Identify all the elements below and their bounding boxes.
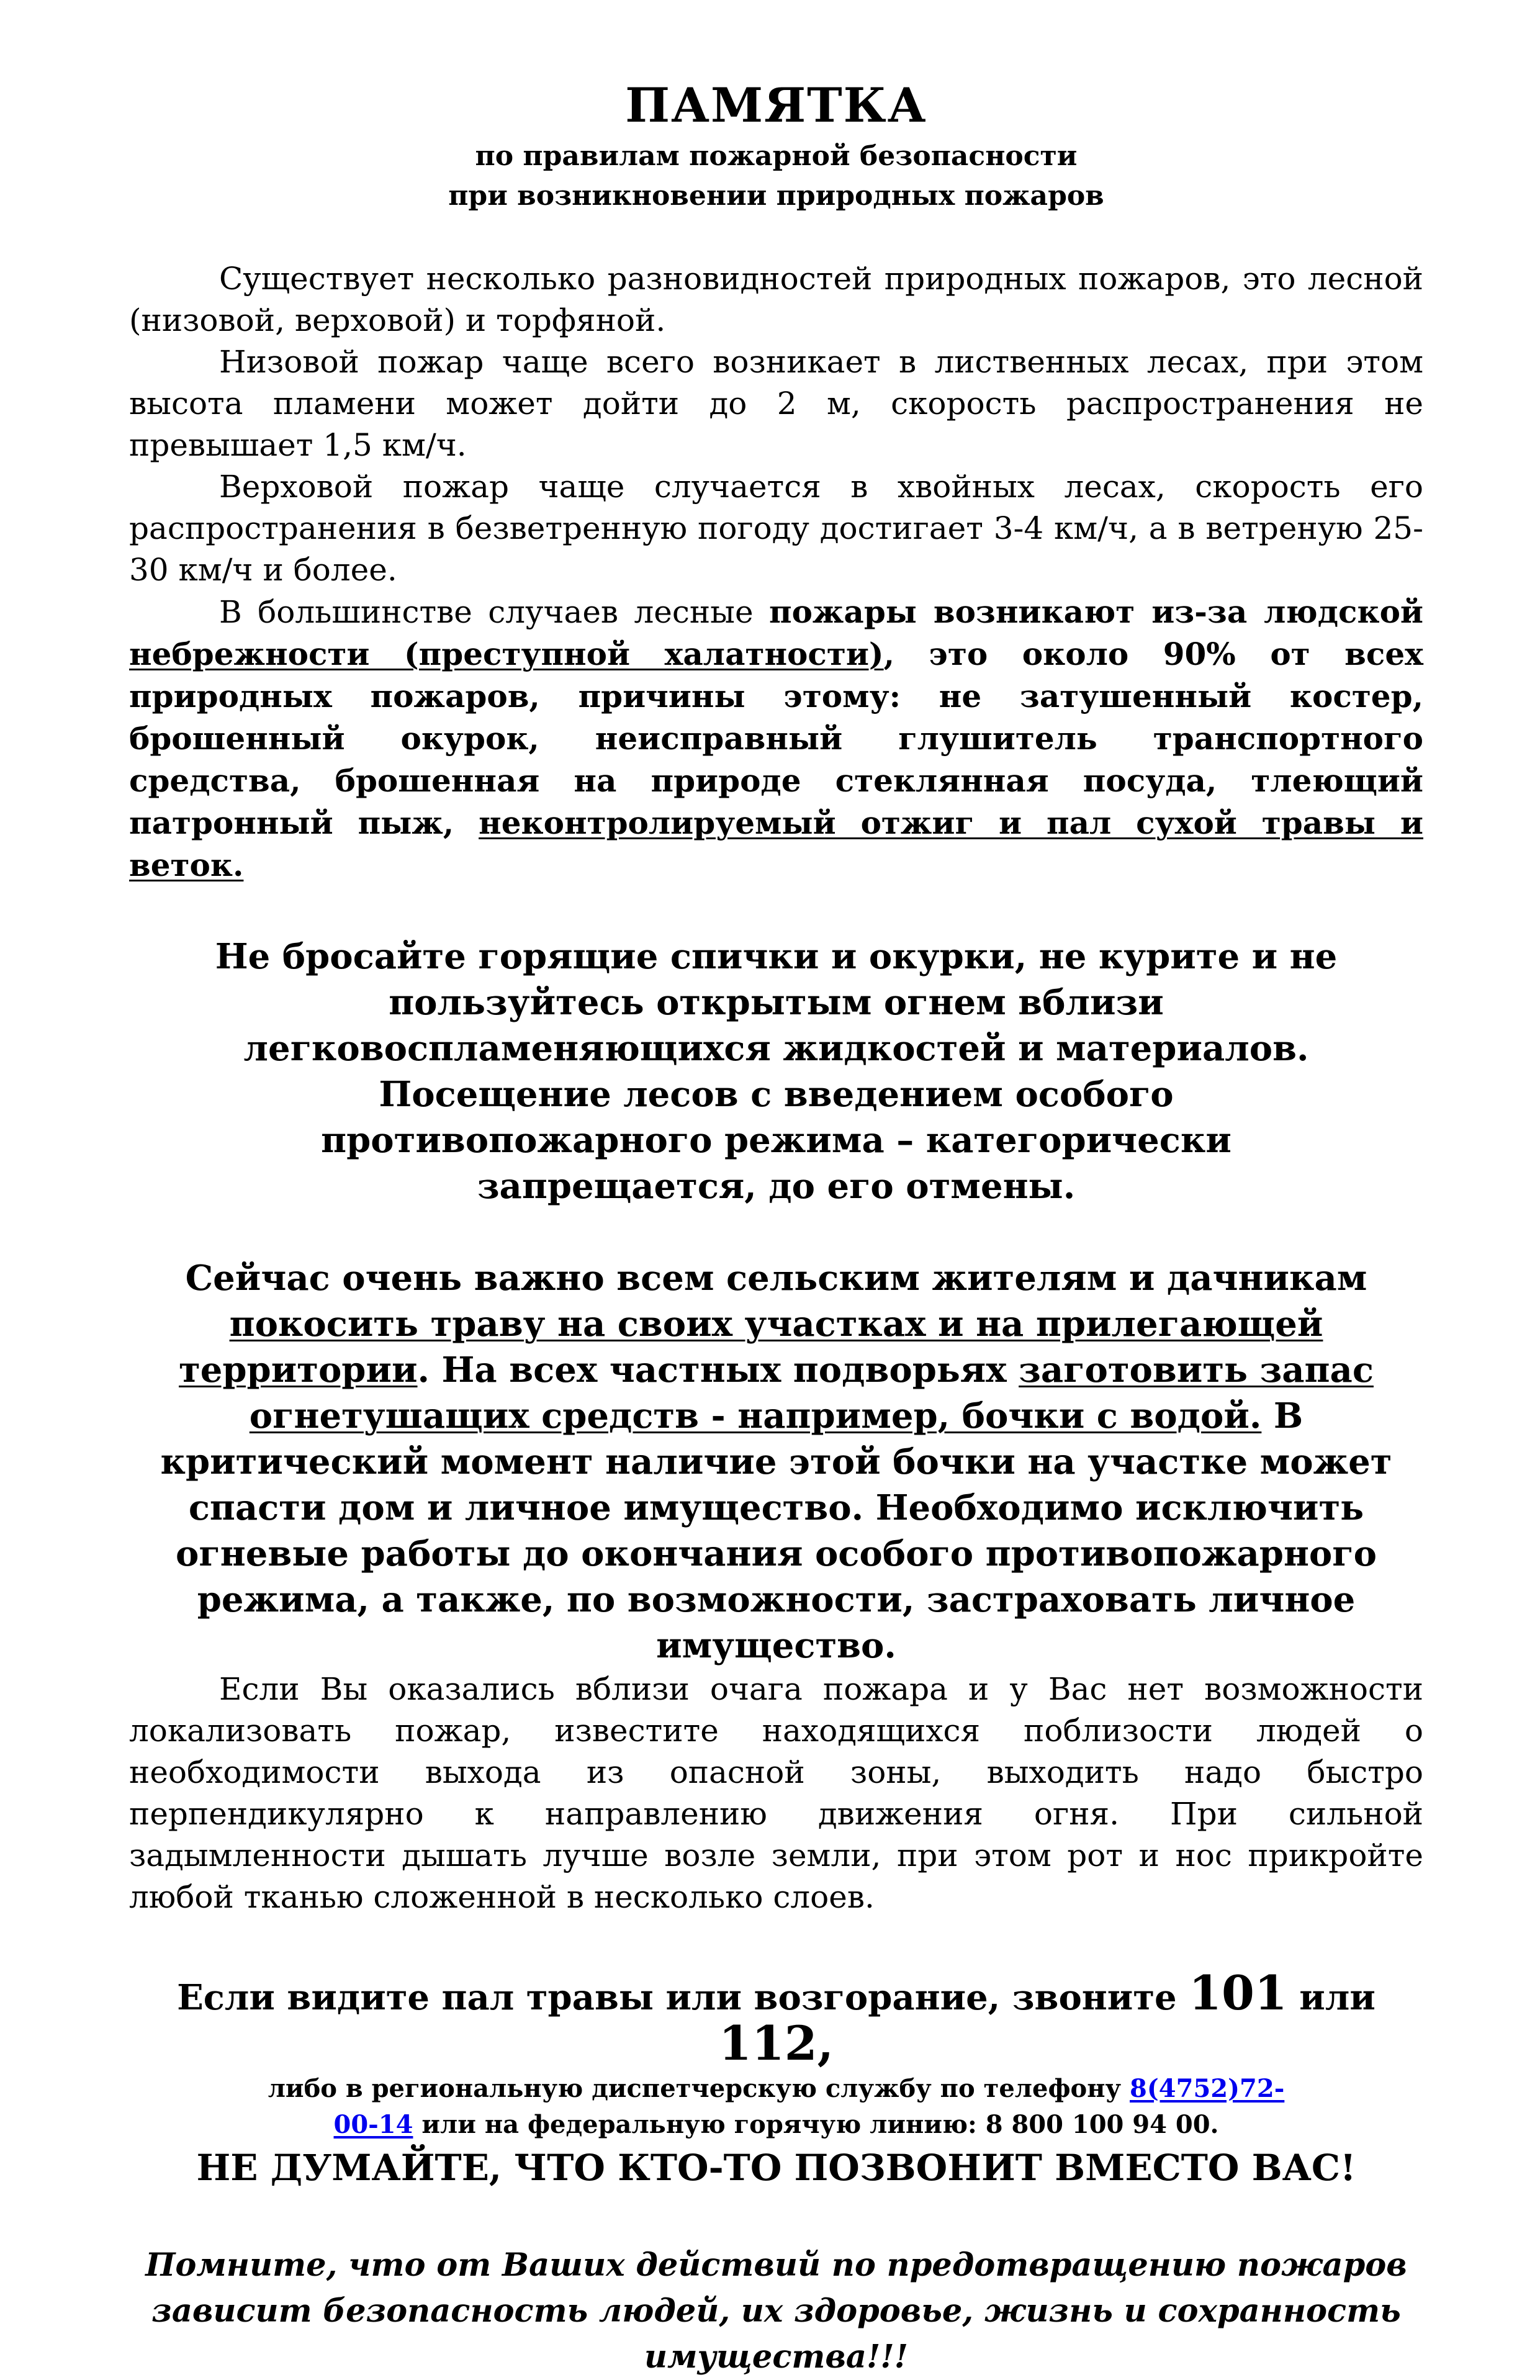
page-title: ПАМЯТКА	[625, 78, 927, 133]
emergency-number-101: 101	[1189, 1965, 1287, 2021]
causes-text-start: В большинстве случаев лесные	[219, 594, 769, 630]
causes-list-text: , это около 90% от всех природных пожаров, причины этому: не затушенный костер, брошенный окурок, неисправный глушитель транспортного средства, брошенная на природе стеклянная посуда, тлеющий патронный пыж,	[129, 636, 1423, 841]
causes-burning-underlined: неконтролируемый отжиг и пал сухой травы и веток.	[129, 805, 1423, 883]
dispatch-phone-link[interactable]: 8(4752)72-00-14	[333, 2074, 1285, 2139]
document-page	[129, 74, 1423, 2380]
causes-negligence-underlined: небрежности (преступной халатности)	[129, 636, 884, 672]
call-dispatch-line	[129, 2071, 1423, 2143]
intro-paragraph-types: Существует несколько разновидностей природных пожаров, это лесной (низовой, верховой) и торфяной.	[129, 261, 1423, 338]
warning-forest-ban: Посещение лесов с введением особого противопожарного режима – категорически запрещается, до его отмены.	[321, 1074, 1232, 1207]
intro-paragraph-causes	[129, 591, 1423, 886]
closing-reminder: Помните, что от Ваших действий по предотвращению пожаров зависит безопасность людей, их здоровье, жизнь и сохранность имущества!!!	[145, 2247, 1407, 2376]
page-subtitle-line1: по правилам пожарной безопасности	[475, 140, 1078, 172]
dispatch-text: либо в региональную диспетчерскую службу по телефону	[268, 2074, 1130, 2103]
causes-bold-text: пожары возникают из-за людской	[768, 593, 1424, 630]
warning-no-matches: Не бросайте горящие спички и окурки, не курите и не пользуйтесь открытым огнем вблизи легковоспламеняющихся жидкостей и материалов.	[215, 936, 1338, 1069]
page-subtitle-line2: при возникновении природных пожаров	[448, 180, 1104, 212]
call-or-text: или	[1287, 1977, 1376, 2018]
advice-text-middle: . На всех частных подворьях	[417, 1350, 1019, 1391]
call-text: Если видите пал травы или возгорание, звоните	[177, 1977, 1189, 2018]
intro-paragraph-crown-fire: Верховой пожар чаще случается в хвойных лесах, скорость его распространения в безветренную погоду достигает 3-4 км/ч, а в ветреную 25-30 км/ч и более.	[129, 469, 1423, 588]
advice-paragraph	[129, 1255, 1423, 1669]
advice-mow-grass-underlined: покосить траву на своих участках и на прилегающей территории	[179, 1304, 1323, 1391]
emergency-number-112: 112,	[718, 2016, 834, 2071]
hotline-text: или на федеральную горячую линию: 8 800 100 94 00.	[413, 2110, 1219, 2139]
advice-text-end: В критический момент наличие этой бочки на участке может спасти дом и личное имущество. Необходимо исключить огневые работы до окончания особого противопожарного режима, а также, по возможности, застраховать личное имущество.	[160, 1395, 1392, 1666]
intro-paragraph-ground-fire: Низовой пожар чаще всего возникает в лиственных лесах, при этом высота пламени может дойти до 2 м, скорость распространения не превышает 1,5 км/ч.	[129, 344, 1423, 463]
call-emergency-line	[129, 1965, 1423, 2071]
call-alert-heading: НЕ ДУМАЙТЕ, ЧТО КТО-ТО ПОЗВОНИТ ВМЕСТО ВАС!	[196, 2147, 1356, 2189]
evacuation-paragraph: Если Вы оказались вблизи очага пожара и у Вас нет возможности локализовать пожар, известите находящихся поблизости людей о необходимости выхода из опасной зоны, выходить надо быстро перпендикулярно к направлению движения огня. При сильной задымленности дышать лучше возле земли, при этом рот и нос прикройте любой тканью сложенной в несколько слоев.	[129, 1671, 1423, 1915]
advice-text-start: Сейчас очень важно всем сельским жителям и дачникам	[185, 1258, 1367, 1299]
advice-water-barrels-underlined: заготовить запас огнетушащих средств - например, бочки с водой.	[249, 1350, 1374, 1436]
